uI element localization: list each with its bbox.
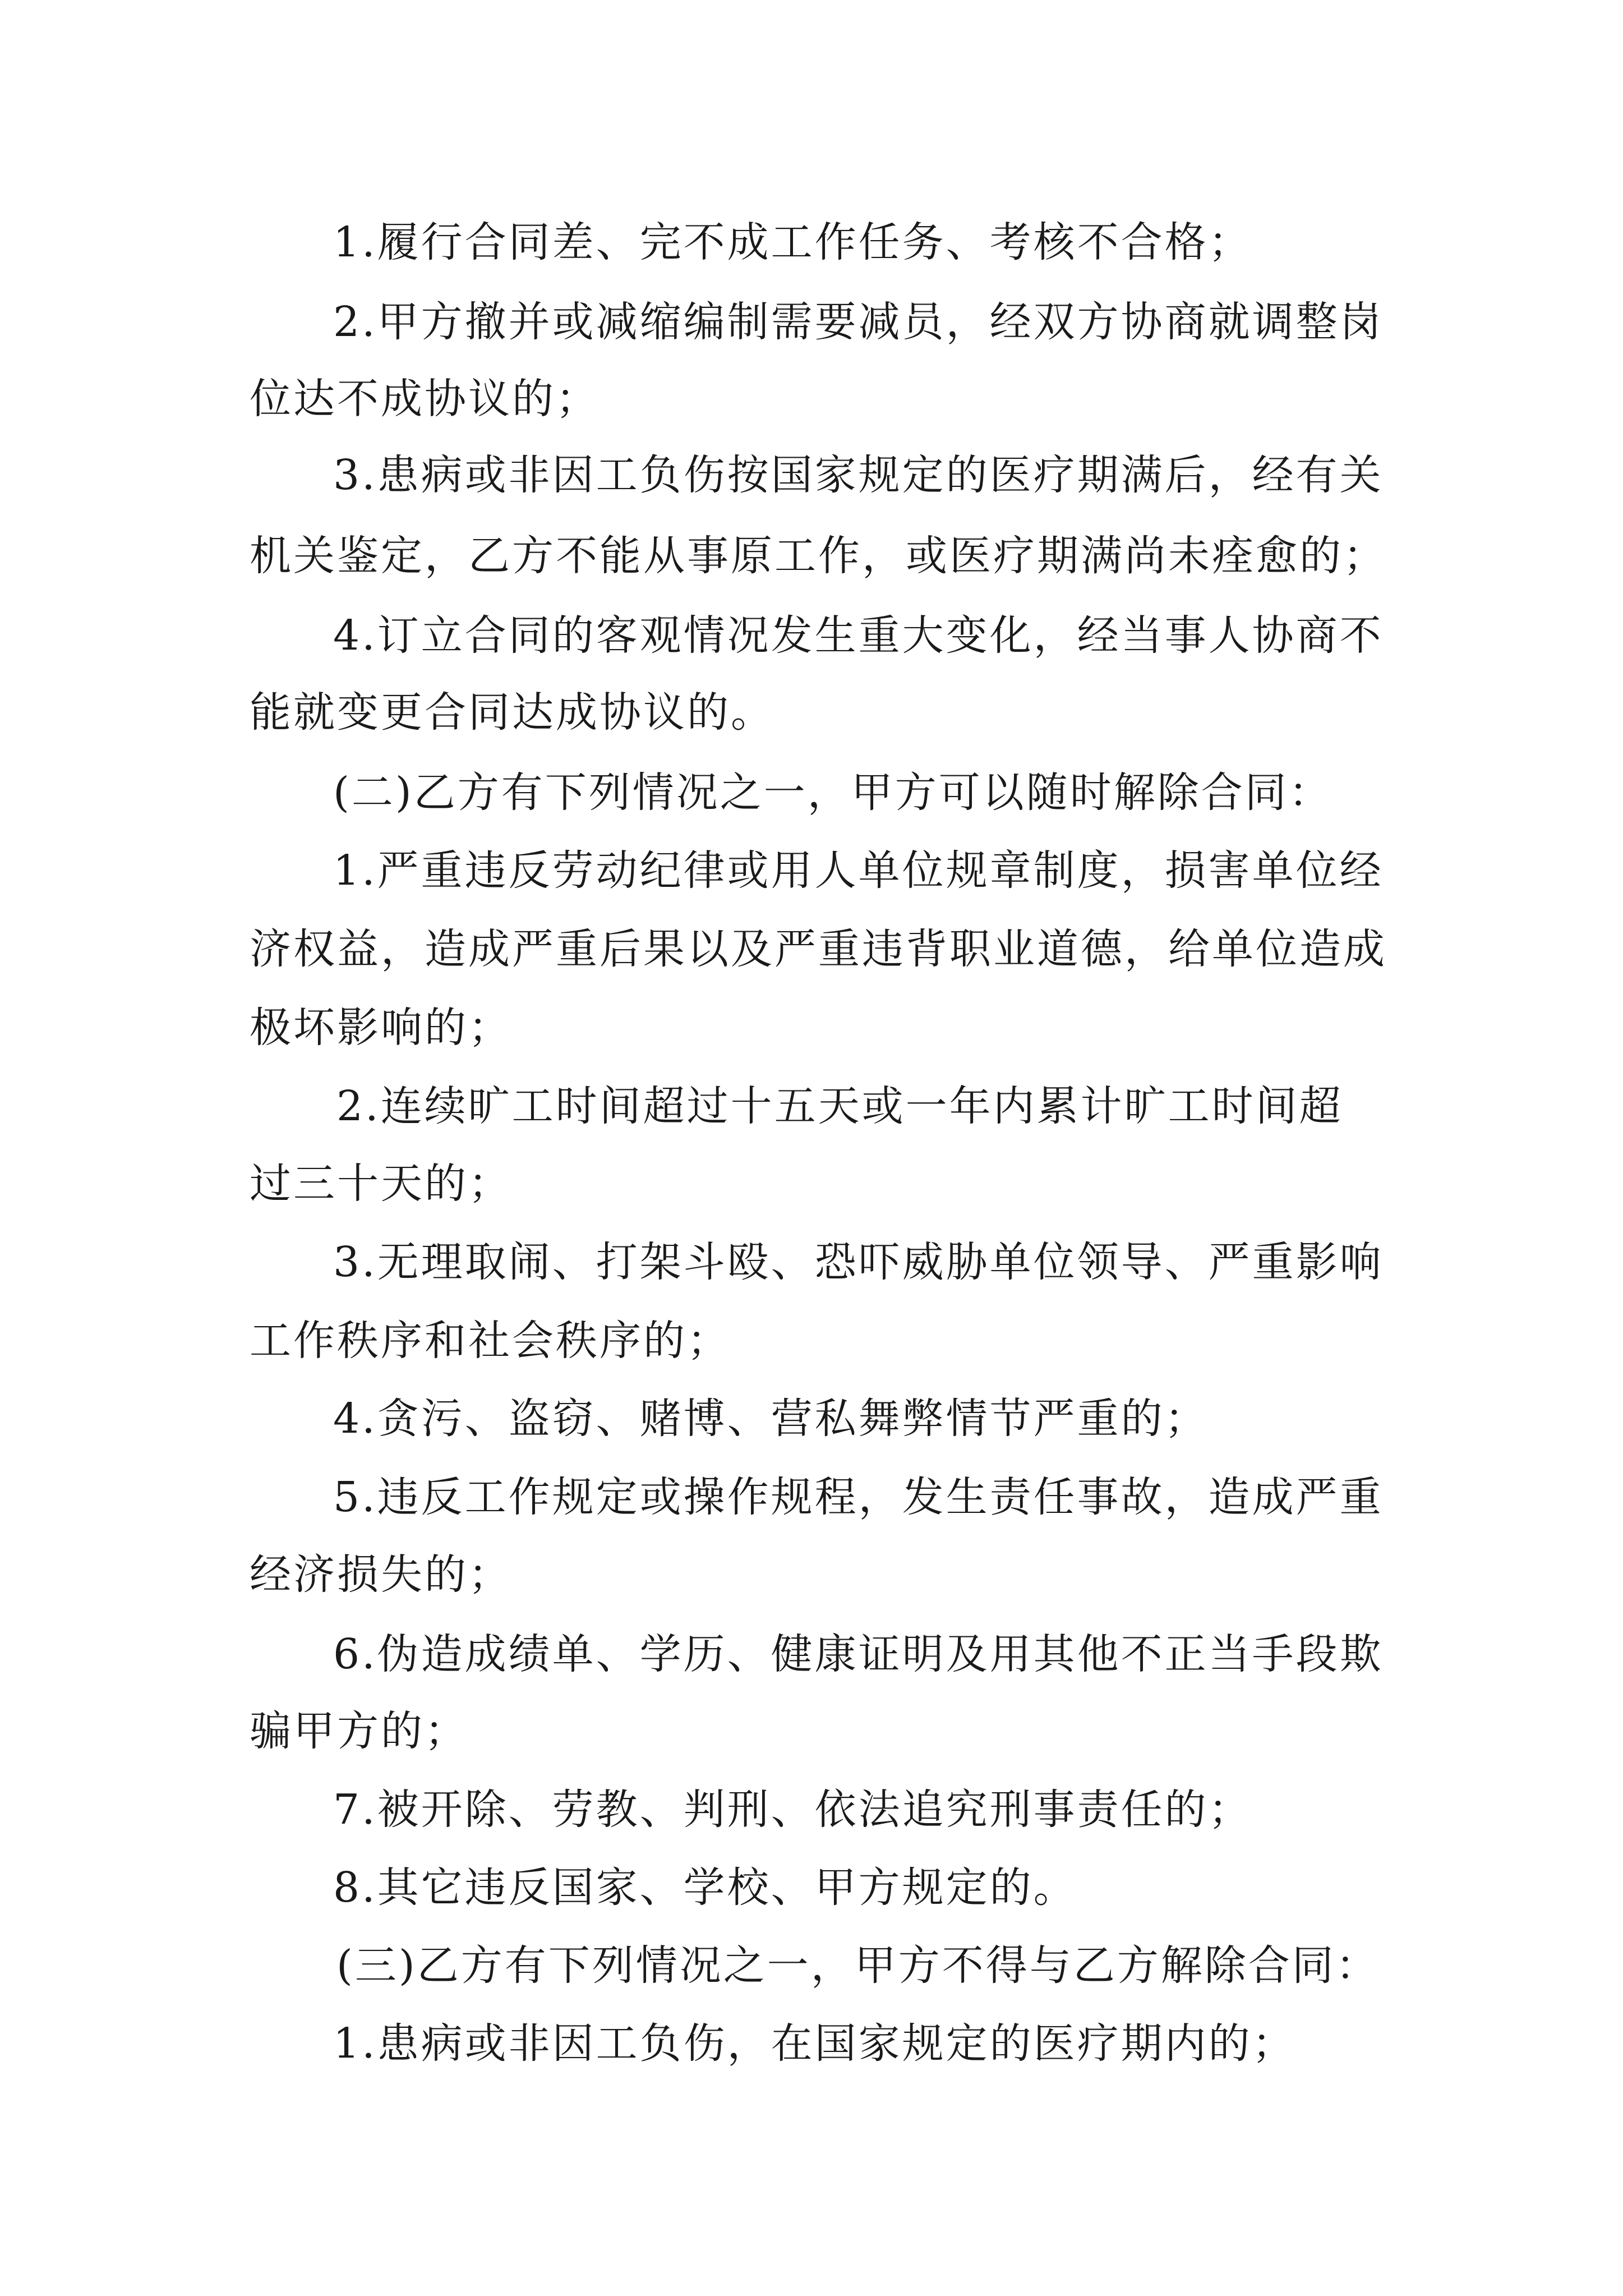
clause-line: 经济损失的；: [250, 1550, 512, 1599]
clause-line: 机关鉴定，乙方不能从事原工作，或医疗期满尚未痊愈的；: [250, 532, 1387, 580]
clause-line: 6.伪造成绩单、学历、健康证明及用其他不正当手段欺: [333, 1630, 1384, 1678]
section-heading: (三)乙方有下列情况之一，甲方不得与乙方解除合同：: [336, 1941, 1380, 1990]
section-heading: (二)乙方有下列情况之一，甲方可以随时解除合同：: [333, 769, 1332, 817]
clause-line: 骗甲方的；: [250, 1707, 468, 1755]
clause-line: 1.患病或非因工负伤，在国家规定的医疗期内的；: [333, 2019, 1296, 2068]
clause-line: 3.无理取闹、打架斗殴、恐吓威胁单位领导、严重影响: [333, 1238, 1384, 1286]
clause-line: 济权益，造成严重后果以及严重违背职业道德，给单位造成: [250, 925, 1387, 973]
clause-line: 3.患病或非因工负伤按国家规定的医疗期满后，经有关: [333, 451, 1384, 499]
clause-line: 过三十天的；: [250, 1159, 512, 1208]
clause-line: 2.甲方撤并或减缩编制需要减员，经双方协商就调整岗: [333, 298, 1384, 346]
clause-line: 能就变更合同达成协议的。: [250, 688, 774, 737]
clause-line: 5.违反工作规定或操作规程，发生责任事故，造成严重: [333, 1473, 1384, 1521]
clause-line: 1.履行合同差、完不成工作任务、考核不合格；: [333, 218, 1252, 266]
clause-line: 极坏影响的；: [250, 1004, 512, 1052]
clause-line: 7.被开除、劳教、判刑、依法追究刑事责任的；: [333, 1786, 1252, 1834]
clause-line: 4.订立合同的客观情况发生重大变化，经当事人协商不: [333, 611, 1384, 660]
clause-line: 工作秩序和社会秩序的；: [250, 1317, 731, 1365]
clause-line: 4.贪污、盗窃、赌博、营私舞弊情节严重的；: [333, 1395, 1209, 1443]
clause-line: 2.连续旷工时间超过十五天或一年内累计旷工时间超: [336, 1082, 1343, 1130]
clause-line: 8.其它违反国家、学校、甲方规定的。: [333, 1864, 1077, 1912]
clause-line: 1.严重违反劳动纪律或用人单位规章制度，损害单位经: [333, 846, 1384, 895]
clause-line: 位达不成协议的；: [250, 375, 600, 423]
